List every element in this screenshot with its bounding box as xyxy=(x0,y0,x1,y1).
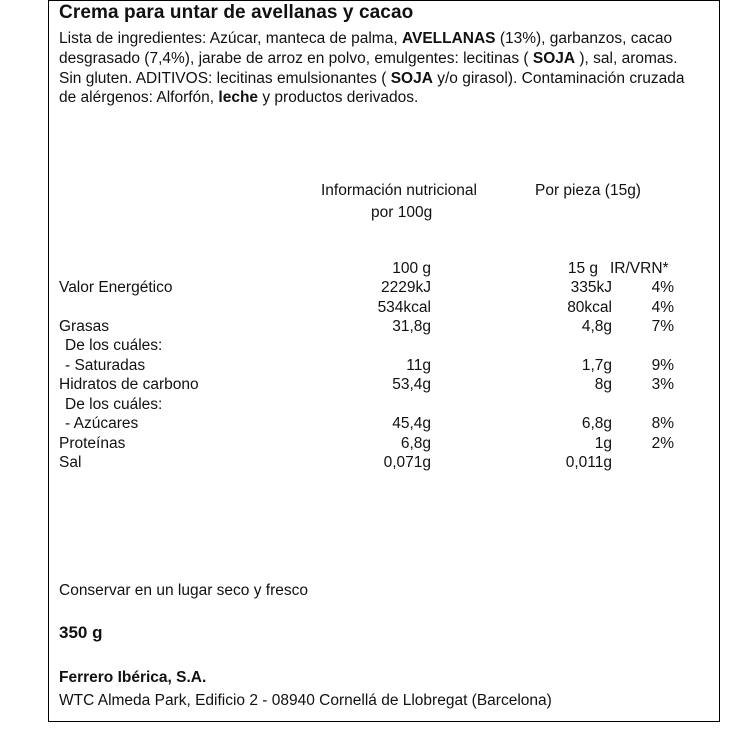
value-per-100g: 31,8g xyxy=(392,318,431,335)
header-per-portion: Por pieza (15g) xyxy=(535,182,641,199)
ingredients-segment: y/o girasol). Contaminación cruzada de alérgenos: Alforfón, xyxy=(59,69,685,107)
header-per-100g-line1: Información nutricional xyxy=(321,182,477,199)
value-ir-vrn: 4% xyxy=(651,279,674,296)
nutrient-label: Valor Energético xyxy=(59,279,173,296)
allergen-avellanas: AVELLANAS xyxy=(401,30,496,47)
header-per-100g-line2: por 100g xyxy=(371,204,433,221)
ingredients-segment: y productos derivados. xyxy=(258,89,419,107)
product-title: Crema para untar de avellanas y cacao xyxy=(59,2,414,23)
ingredients-segment: ), sal, aromas. Sin gluten. ADITIVOS: lecitinas emulsionantes ( xyxy=(59,49,678,87)
nutrient-label: - Azúcares xyxy=(65,415,139,432)
value-per-portion: 0,011g xyxy=(565,454,612,471)
value-per-100g: 0,071g xyxy=(383,454,431,471)
unit-100g: 100 g xyxy=(392,260,431,277)
value-per-100g: 6,8g xyxy=(400,435,431,452)
value-ir-vrn: 3% xyxy=(651,376,674,393)
unit-portion: 15 g xyxy=(567,260,598,277)
value-per-100g: 45,4g xyxy=(392,415,431,432)
value-per-portion: 8g xyxy=(594,376,612,393)
value-per-100g: 53,4g xyxy=(392,376,431,393)
ingredients-segment: Lista de ingredientes: Azúcar, manteca de palma, xyxy=(59,30,402,47)
value-per-100g: 534kcal xyxy=(377,299,431,316)
value-per-100g: 11g xyxy=(406,357,431,374)
nutrient-label: De los cuáles: xyxy=(65,396,163,413)
net-weight: 350 g xyxy=(59,623,103,642)
value-per-portion: 1,7g xyxy=(581,357,612,374)
nutrient-label: Hidratos de carbono xyxy=(59,376,199,393)
value-per-portion: 335kJ xyxy=(570,279,612,296)
allergen-soja: SOJA xyxy=(532,49,576,67)
value-per-portion: 6,8g xyxy=(581,415,612,432)
nutrient-label: Grasas xyxy=(59,318,109,335)
value-per-portion: 80kcal xyxy=(567,299,612,316)
value-ir-vrn: 2% xyxy=(651,435,674,452)
unit-ir-vrn: IR/VRN* xyxy=(610,260,669,277)
ingredients-text xyxy=(59,29,689,108)
nutrient-label: Sal xyxy=(59,454,82,471)
value-per-100g: 2229kJ xyxy=(381,279,431,296)
value-ir-vrn: 4% xyxy=(651,299,674,316)
value-per-portion: 1g xyxy=(594,435,612,452)
company-name: Ferrero Ibérica, S.A. xyxy=(59,669,207,686)
nutrient-label: Proteínas xyxy=(59,435,126,452)
allergen-leche: leche xyxy=(218,89,259,107)
company-address: WTC Almeda Park, Edificio 2 - 08940 Cornellá de Llobregat (Barcelona) xyxy=(59,692,552,709)
nutrient-label: - Saturadas xyxy=(65,357,146,374)
allergen-soja: SOJA xyxy=(390,69,433,87)
ingredients-segment: (13%), garbanzos, cacao desgrasado (7,4%), jarabe de arroz en polvo, emulgentes: lecitinas ( xyxy=(59,30,673,67)
value-ir-vrn: 8% xyxy=(651,415,674,432)
value-per-portion: 4,8g xyxy=(581,318,612,335)
storage-instructions: Conservar en un lugar seco y fresco xyxy=(59,582,308,599)
value-ir-vrn: 9% xyxy=(651,357,674,374)
nutrient-label: De los cuáles: xyxy=(65,337,163,354)
value-ir-vrn: 7% xyxy=(651,318,674,335)
